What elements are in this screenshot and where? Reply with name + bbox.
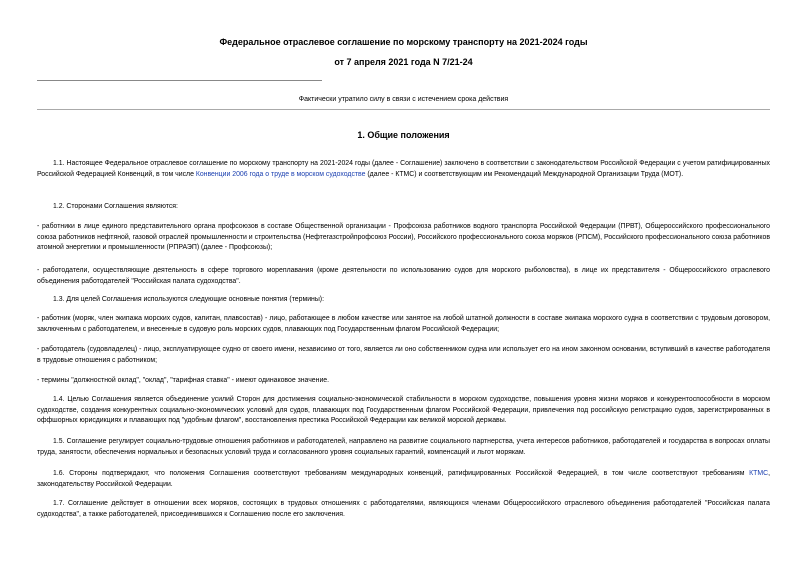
paragraph-1-2-employers: - работодатели, осуществляющие деятельность в сфере торгового мореплавания (кроме деятельности по использованию судов для морского рыболовства), в лице их представителя - Общероссийского отраслевого объединения работодателей "Российская палата судоходства". — [37, 267, 770, 285]
paragraph-text: , законодательству Российской Федерации. — [37, 470, 770, 488]
paragraph-1-6 — [37, 469, 770, 490]
link-mlc-convention[interactable]: Конвенции 2006 года о труде в морском судоходстве — [195, 170, 366, 178]
paragraph-text: (далее - КТМС) и соответствующим им Рекомендаций Международной Организации Труда (МОТ). — [365, 170, 684, 178]
paragraph-text: 1.1. Настоящее Федеральное отраслевое соглашение по морскому транспорту на 2021-2024 годы (далее - Соглашение) заключено в соответствии с законодательством Российской Федерации с учетом ратифицированных Российской Федерацией Конвенций, в том числе — [37, 160, 770, 178]
divider — [37, 109, 770, 110]
paragraph-1-3-worker: - работник (моряк, член экипажа морских судов, капитан, плавсостав) - лицо, работающее в любом качестве или занятое на любой штатной должности в составе экипажа морского судна в соответствии с трудовым договором, заключенным с работодателем, и внесенные в судовую роль морских судов, плавающих под Государственным флагом Российской Федерации; — [37, 315, 770, 333]
document-date-number: от 7 апреля 2021 года N 7/21-24 — [334, 57, 473, 67]
section-title: 1. Общие положения — [357, 130, 450, 140]
paragraph-text: 1.6. Стороны подтверждают, что положения Соглашения соответствуют требованиям международных конвенций, ратифицированных Российской Федерацией, в том числе соответствуют требованиям — [53, 470, 750, 477]
paragraph-1-4: 1.4. Целью Соглашения является объединение усилий Сторон для достижения социально-экономической стабильности в морском судоходстве, повышения уровня жизни моряков и конкурентоспособности в морском судоходстве, создания конкурентных социально-экономических условий для судов, плавающих под Государственным флагом Российской Федерации, привлечения под российскую регистрацию судов, зарегистрированных в оффшорных юрисдикциях и плавающих под "удобным флагом", восстановления престижа Российской Федерации как великой морской державы. — [37, 396, 770, 424]
document-title: Федеральное отраслевое соглашение по морскому транспорту на 2021-2024 годы — [219, 37, 588, 47]
paragraph-1-2: 1.2. Сторонами Соглашения являются: — [53, 203, 178, 210]
paragraph-1-7: 1.7. Соглашение действует в отношении всех моряков, состоящих в трудовых отношениях с работодателями, являющихся членами Общероссийского отраслевого объединения работодателей "Российская палата судоходства", а также работодателей, присоединившихся к Соглашению после его заключения. — [37, 500, 770, 518]
paragraph-1-3: 1.3. Для целей Соглашения используются следующие основные понятия (термины): — [53, 296, 325, 303]
paragraph-1-2-workers: - работники в лице единого представительного органа профсоюзов в составе Общественной организации - Профсоюза работников водного транспорта Российской Федерации (ПРВТ), Общероссийского профессионального союза работников нефтяной, газовой отраслей промышленности и строительства (Нефтегазстройпрофсоюз России), Российского профессионального союза моряков (РПСМ), Российского профессионального союза работников атомной энергетики и промышленности (РПРАЭП) (далее - Профсоюзы); — [37, 223, 770, 251]
status-note: Фактически утратило силу в связи с истечением срока действия — [298, 96, 509, 103]
divider — [37, 80, 322, 81]
paragraph-1-3-employer: - работодатель (судовладелец) - лицо, эксплуатирующее судно от своего имени, независимо от того, является ли оно собственником судна или использует его на ином законном основании, вступивший в качестве работодателя в трудовые отношения с работником; — [37, 346, 770, 364]
paragraph-1-5: 1.5. Соглашение регулирует социально-трудовые отношения работников и работодателей, направлено на развитие социального партнерства, учета интересов работников, работодателей и государства в вопросах оплаты труда, занятости, обеспечения нормальных и безопасных условий труда и согласованного уровня социальных гарантий, компенсаций и льгот морякам. — [37, 438, 770, 456]
link-mlc[interactable]: КТМС — [749, 470, 769, 477]
paragraph-1-3-terms: - термины "должностной оклад", "оклад", "тарифная ставка" - имеют одинаковое значение. — [37, 377, 330, 384]
paragraph-1-1 — [37, 159, 770, 180]
